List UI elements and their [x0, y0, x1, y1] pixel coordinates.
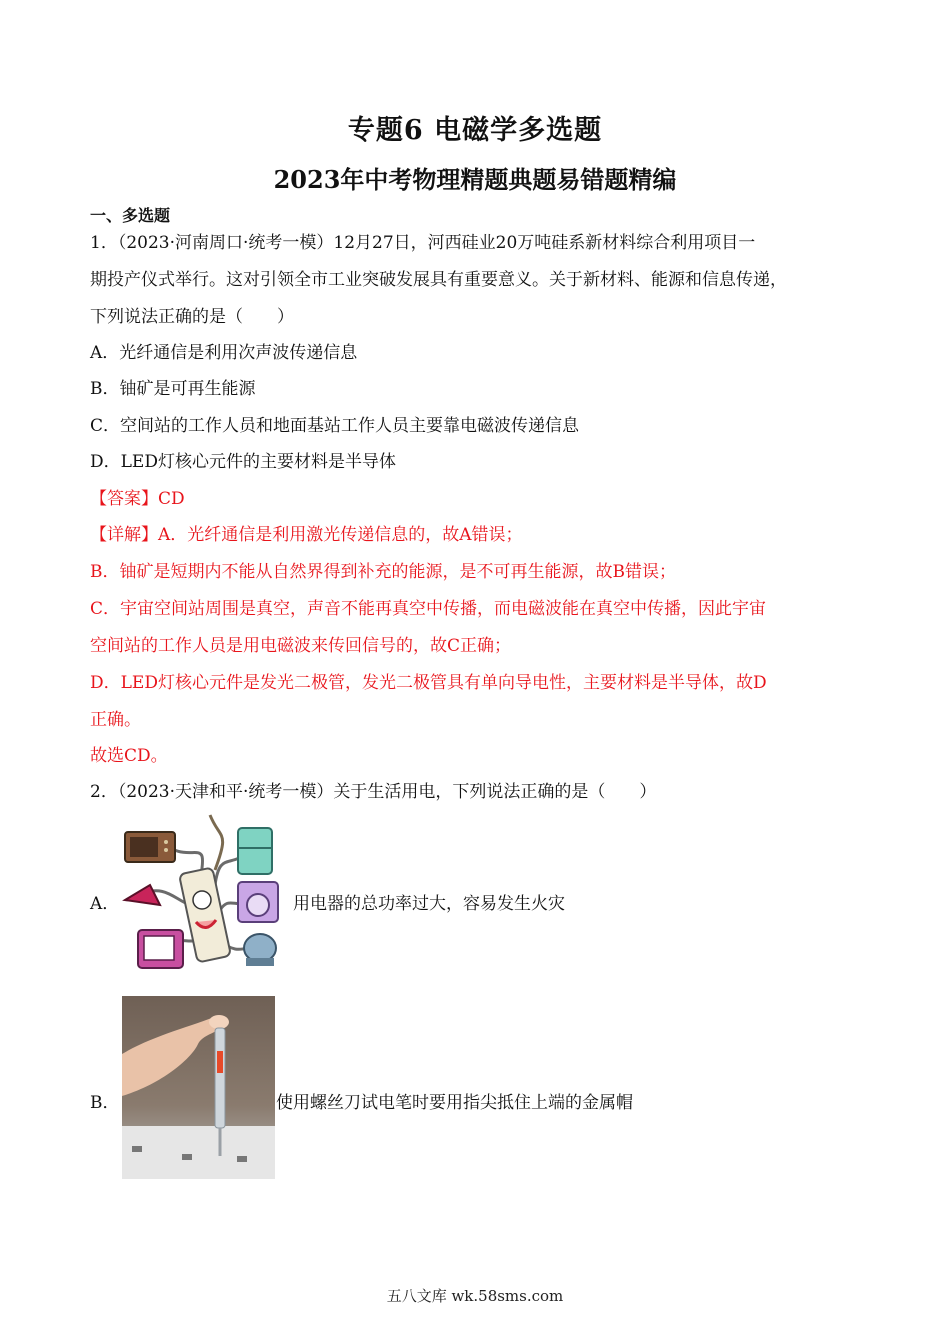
- q1-option-a: A．光纤通信是利用次声波传递信息: [90, 343, 358, 363]
- footer-watermark: 五八文库 wk.58sms.com: [386, 1287, 564, 1305]
- q1-explanation-line-6: 正确。: [90, 710, 141, 730]
- q2-option-b-letter: B．: [90, 1093, 120, 1113]
- q2-option-a-text: 用电器的总功率过大，容易发生火灾: [293, 894, 565, 914]
- section-heading: 一、多选题: [90, 206, 171, 225]
- q2-option-b-text: 使用螺丝刀试电笔时要用指尖抵住上端的金属帽: [276, 1093, 633, 1113]
- q1-answer: 【答案】CD: [90, 489, 185, 509]
- q1-stem-line-3: 下列说法正确的是（ ）: [90, 307, 294, 327]
- document-subtitle: 2023年中考物理精题典题易错题精编: [273, 165, 677, 194]
- test-pen-photo: [122, 996, 275, 1179]
- q1-explanation-line-1: 【详解】A．光纤通信是利用激光传递信息的，故A错误；: [90, 525, 523, 545]
- q2-option-a-letter: A．: [90, 894, 120, 914]
- q1-stem-line-1: 1．（2023·河南周口·统考一模）12月27日，河西硅业20万吨硅系新材料综合利用项目一: [90, 233, 756, 253]
- q1-option-c: C．空间站的工作人员和地面基站工作人员主要靠电磁波传递信息: [90, 416, 580, 436]
- q1-explanation-line-5: D．LED灯核心元件是发光二极管，发光二极管具有单向导电性，主要材料是半导体，故D: [90, 673, 767, 693]
- q1-explanation-line-4: 空间站的工作人员是用电磁波来传回信号的，故C正确；: [90, 636, 512, 656]
- q1-stem-line-2: 期投产仪式举行。这对引领全市工业突破发展具有重要意义。关于新材料、能源和信息传递，: [90, 270, 787, 290]
- q1-explanation-line-2: B．铀矿是短期内不能从自然界得到补充的能源，是不可再生能源，故B错误；: [90, 562, 676, 582]
- document-title: 专题6 电磁学多选题: [347, 115, 603, 146]
- q1-option-d: D．LED灯核心元件的主要材料是半导体: [90, 452, 396, 472]
- q2-stem: 2．（2023·天津和平·统考一模）关于生活用电，下列说法正确的是（ ）: [90, 782, 657, 802]
- overloaded-socket-illustration: [120, 810, 292, 978]
- q1-option-b: B．铀矿是可再生能源: [90, 379, 256, 399]
- q1-explanation-line-3: C．宇宙空间站周围是真空，声音不能再真空中传播，而电磁波能在真空中传播，因此宇宙: [90, 599, 767, 619]
- q1-conclusion: 故选CD。: [90, 746, 168, 766]
